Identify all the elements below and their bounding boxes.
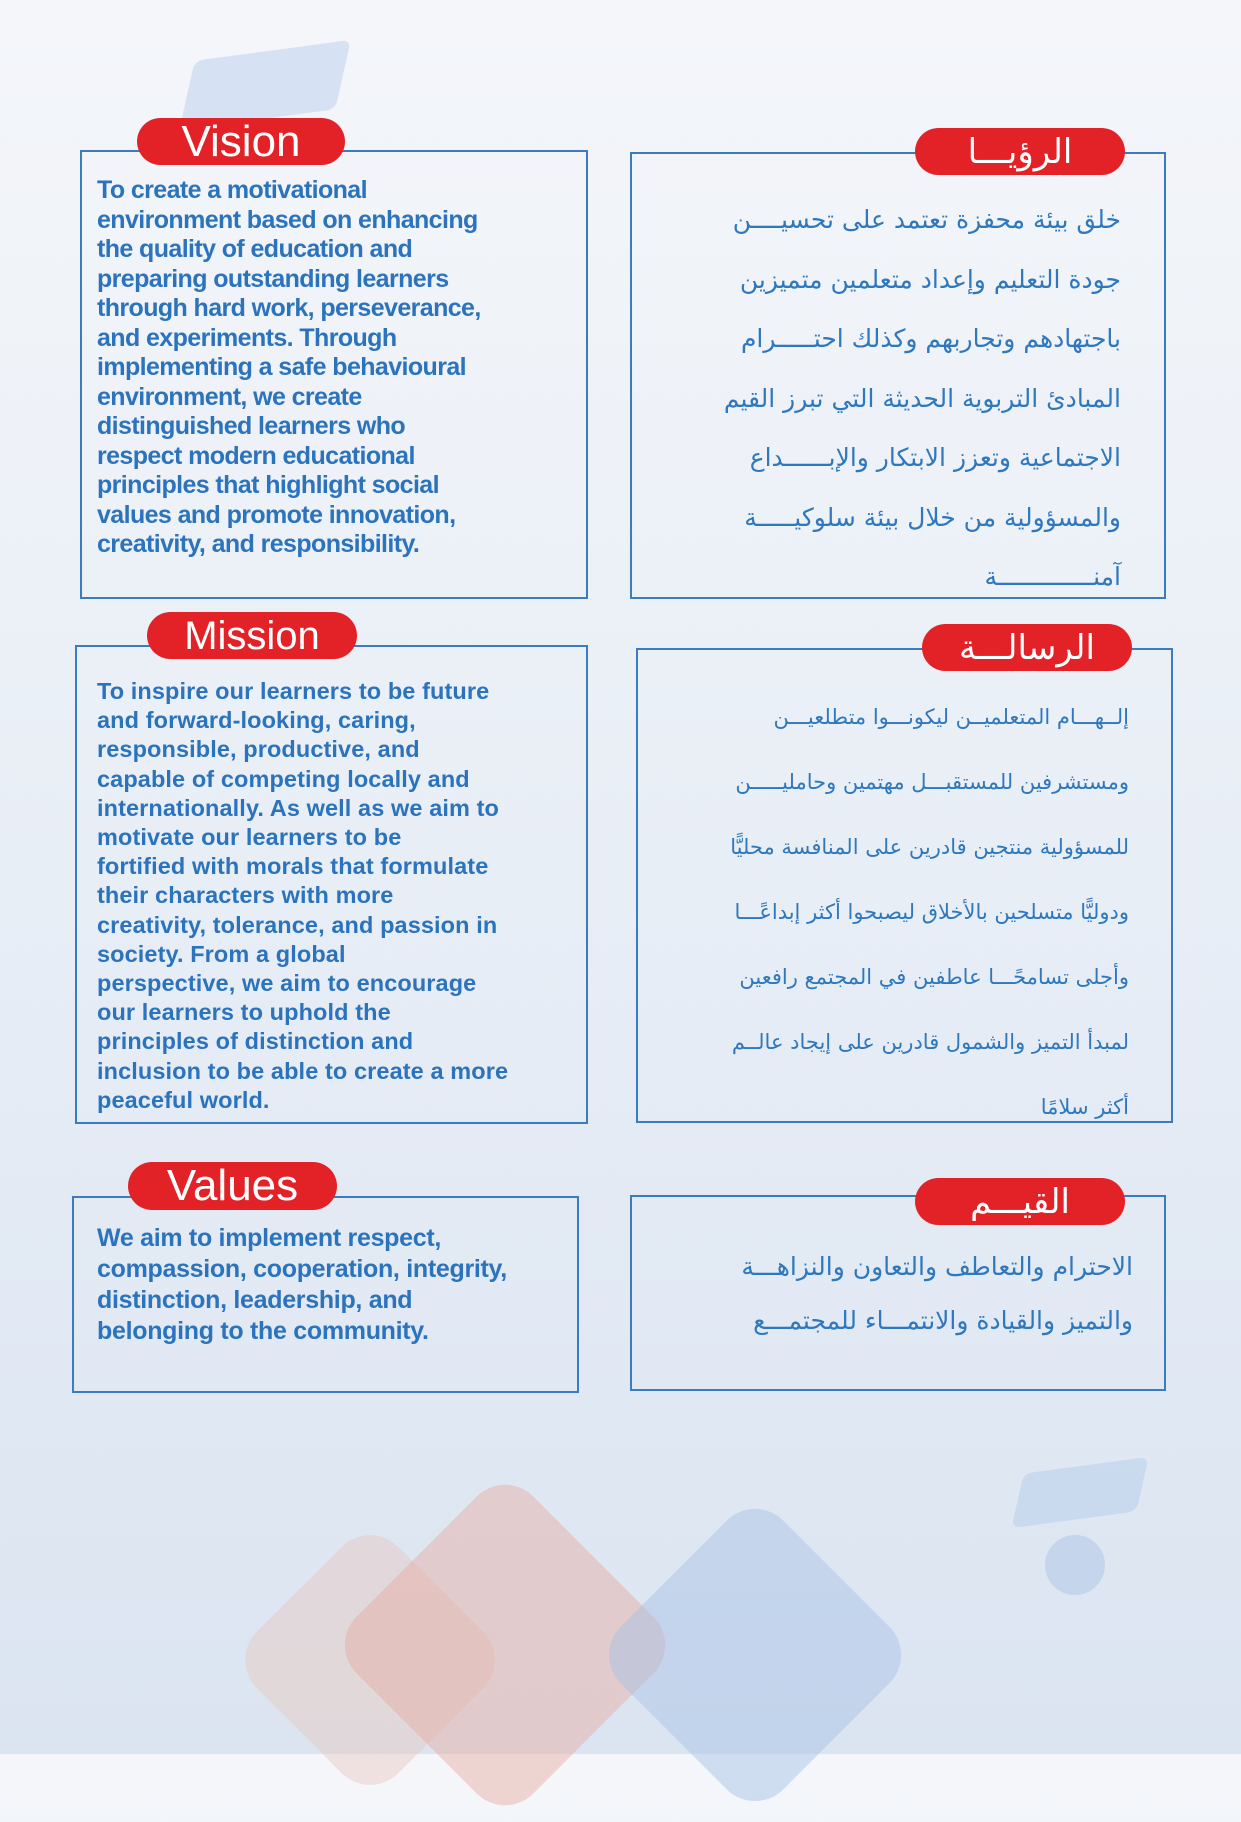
vision-ar-title: الرؤيـــا — [915, 128, 1125, 175]
mission-ar-text: إلــهـــام المتعلميــن ليكونـــوا متطلعيـــن ومستشرفين للمستقبـــل مهتمين وحامليـــــن للمسؤولية منتجين قادرين على المنافسة محليًّا ودوليًّا متسلحين بالأخلاق ليصبحوا أكثر إبداعًـــا وأجلى تسامحًـــا عاطفين في المجتمع رافعين لمبدأ التميز والشمول قادرين على إيجاد عالــم أكثر سلامًا — [730, 705, 1129, 1119]
mission-title: Mission — [147, 612, 357, 659]
student-figure-icon — [1045, 1535, 1105, 1595]
vision-ar-text: خلق بيئة محفزة تعتمد على تحسيــــن جودة التعليم وإعداد متعلمين متميزين باجتهادهم وتجاربهم وكذلك احتـــــرام المبادئ التربوية الحديثة التي تبرز القيم الاجتماعية وتعزز الابتكار والإبــــــداع والمسؤولية من خلال بيئة سلوكيـــــة آمنـــــــــــــة — [723, 205, 1121, 591]
decorative-diamond — [592, 1492, 917, 1817]
values-text: We aim to implement respect, compassion, cooperation, integrity, distinction, leadership, and belonging to the community. — [97, 1224, 507, 1345]
vision-text: To create a motivational environment based on enhancing the quality of education and preparing outstanding learners through hard work, perseverance, and experiments. Through implementing a safe behavioural environment, we create distinguished learners who respect modern educational principles that highlight social values and promote innovation, creativity, and responsibility. — [97, 176, 481, 558]
values-ar-text: الاحترام والتعاطف والتعاون والنزاهـــة والتميز والقيادة والانتمـــاء للمجتمـــع — [741, 1252, 1133, 1335]
values-title: Values — [128, 1162, 337, 1210]
vision-title: Vision — [137, 118, 345, 165]
graduation-cap-icon — [1011, 1457, 1148, 1528]
values-ar-title: القيـــم — [915, 1178, 1125, 1225]
mission-text: To inspire our learners to be future and forward-looking, caring, responsible, productive, and capable of competing locally and internationally. As well as we aim to motivate our learners to be fortified with morals that formulate their characters with more creativity, tolerance, and passion in society. From a global perspective, we aim to encourage our learners to uphold the principles of distinction and inclusion to be able to create a more peaceful world. — [97, 678, 509, 1113]
mission-ar-title: الرسالـــة — [922, 624, 1132, 671]
